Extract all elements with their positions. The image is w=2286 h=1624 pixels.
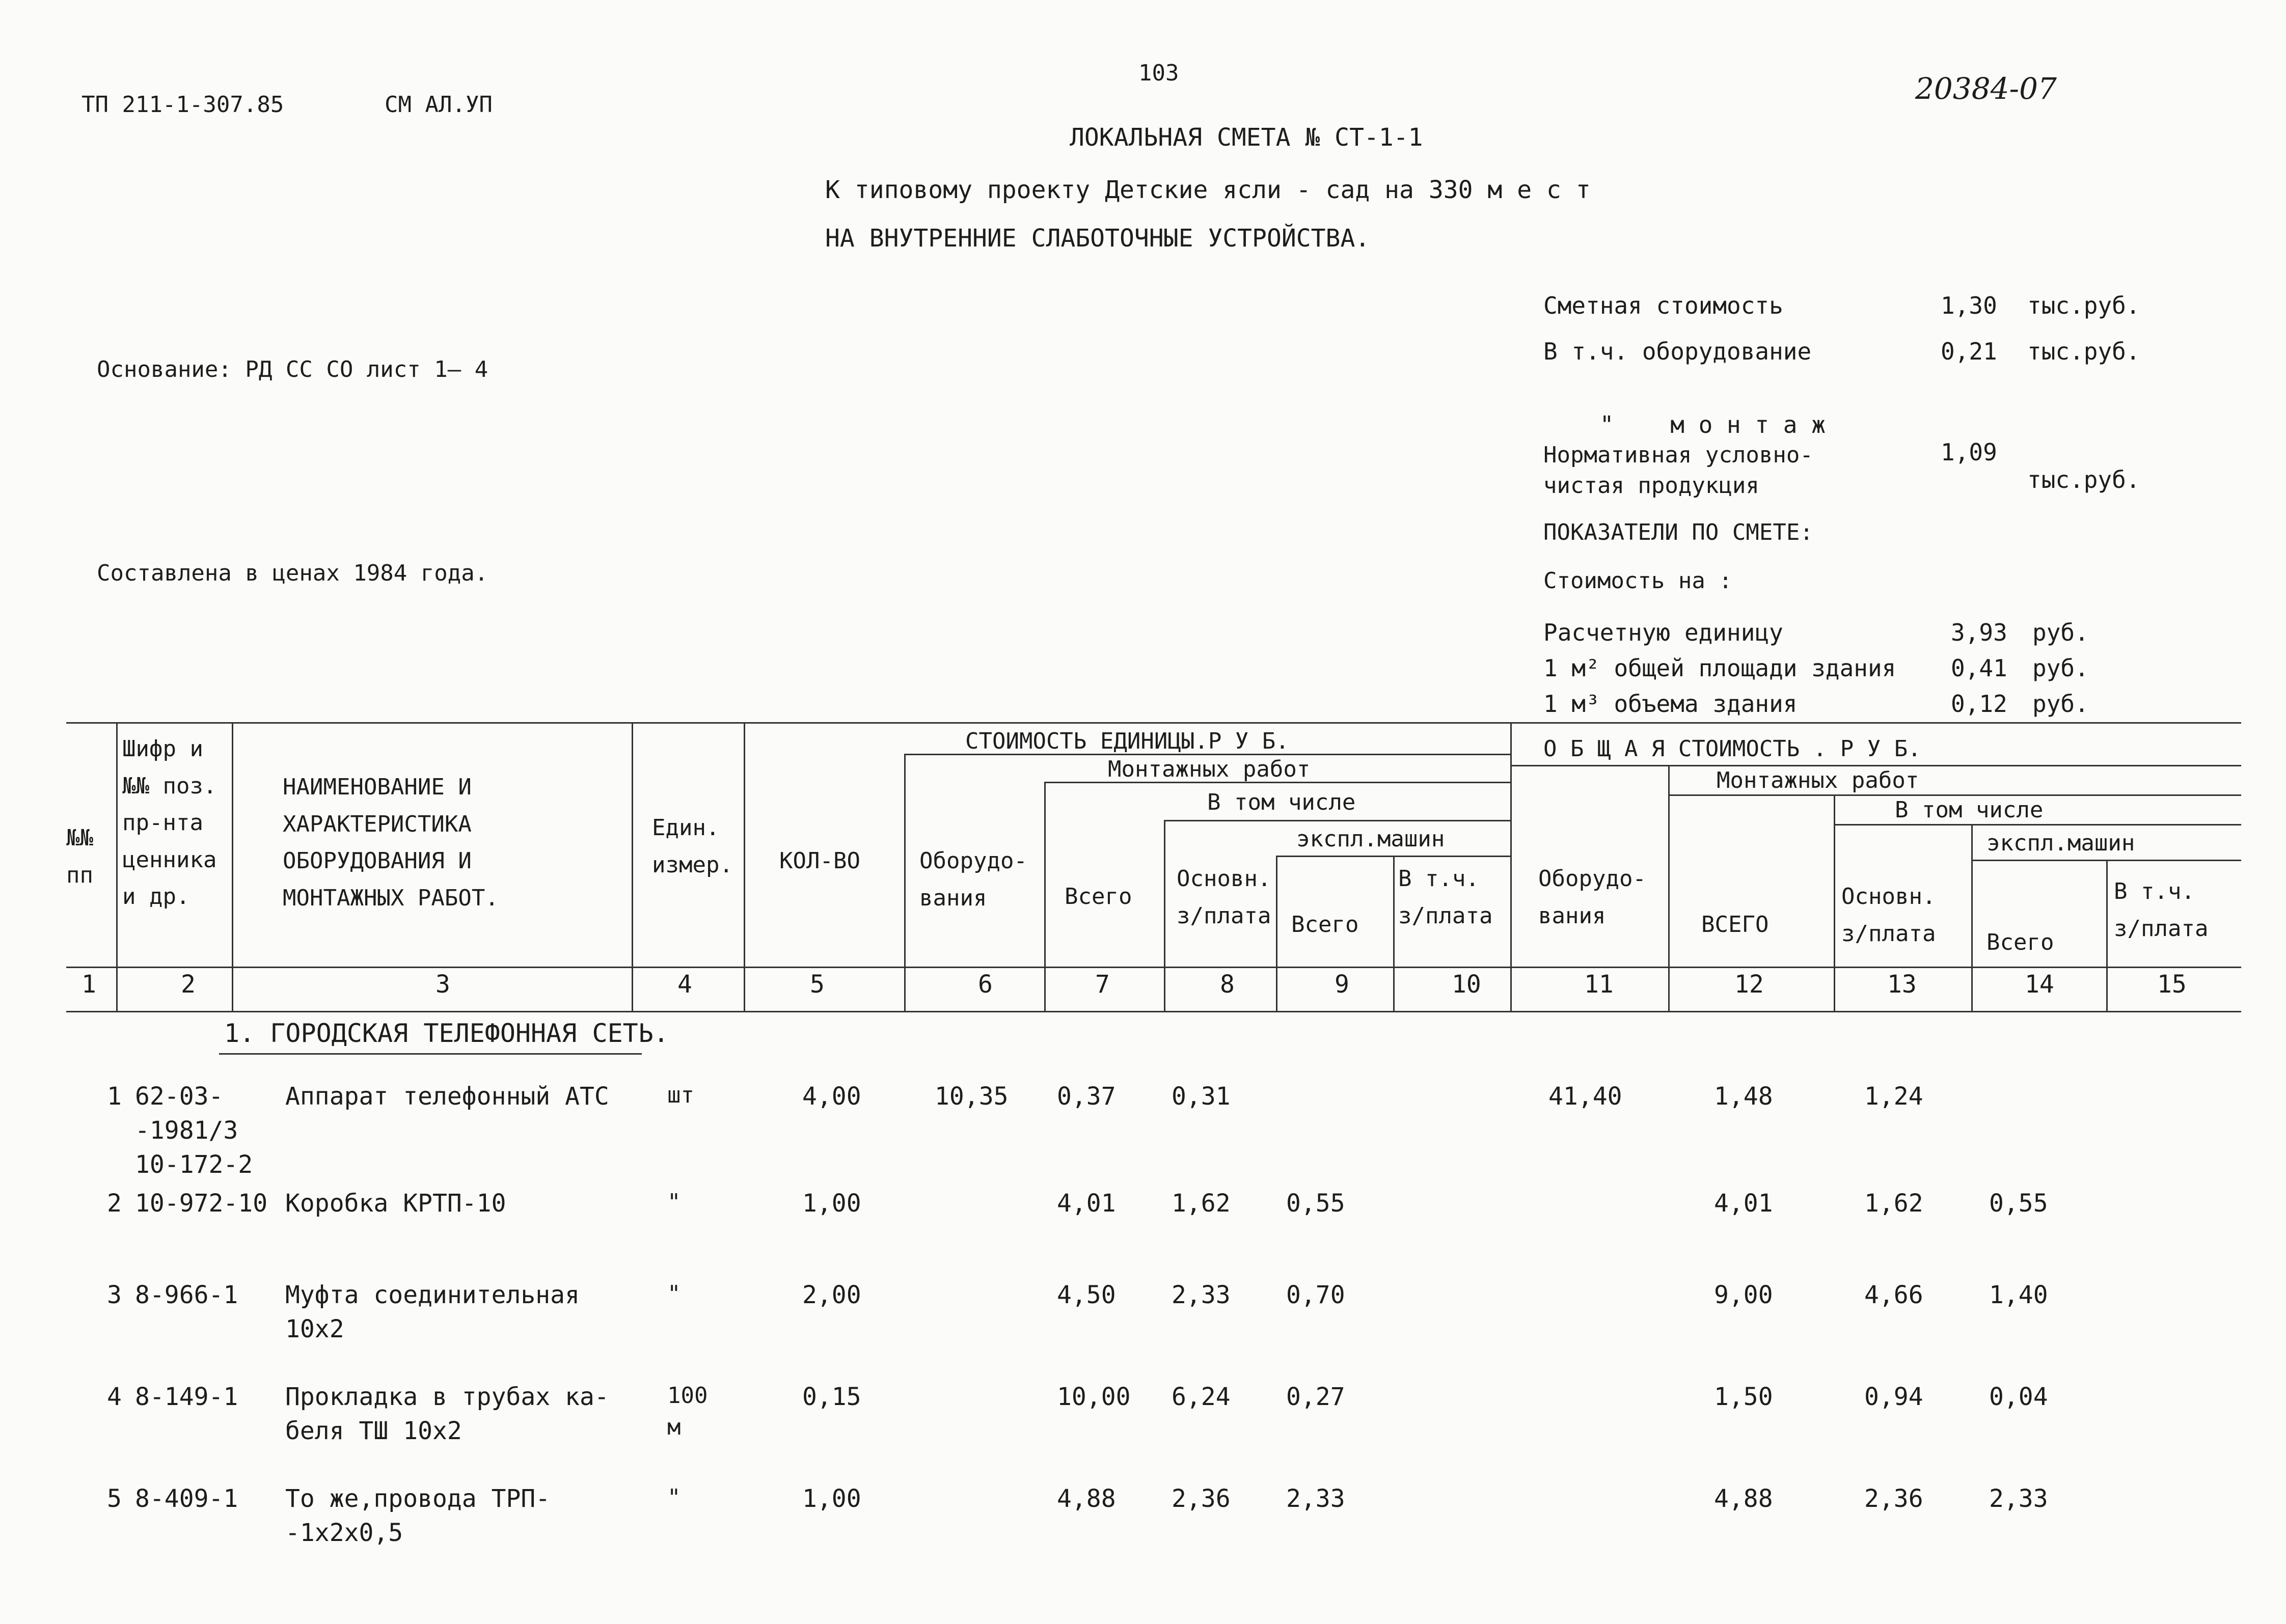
header-col4-line: измер. — [652, 851, 733, 878]
summary-row — [1543, 292, 2155, 319]
cell-number: 4 — [107, 1383, 122, 1411]
column-number: 10 — [1452, 970, 1481, 999]
cell-name: Коробка КРТП-10 — [285, 1189, 506, 1218]
cell-total-machines: 1,40 — [1989, 1281, 2048, 1309]
cell-equipment-cost: 10,35 — [935, 1082, 1009, 1111]
header-col3-line: ХАРАКТЕРИСТИКА — [283, 811, 472, 837]
summary-label: Сметная стоимость — [1543, 292, 1783, 319]
cell-machines-total: 2,33 — [1286, 1484, 1345, 1513]
cell-name: Аппарат телефонный АТС — [285, 1082, 609, 1111]
header-col2-line: пр-нта — [122, 810, 203, 836]
cell-quantity: 2,00 — [802, 1281, 861, 1309]
unit-cost-value: 0,41 — [1951, 654, 2007, 682]
header-col8-line: Основн. — [1177, 866, 1271, 892]
col-divider — [232, 722, 233, 1011]
header-col3-line: ОБОРУДОВАНИЯ И — [283, 848, 472, 874]
cell-name: Прокладка в трубах ка- беля ТШ 10х2 — [285, 1383, 609, 1446]
col-divider — [1044, 782, 1046, 1011]
cell-unit: " — [667, 1281, 681, 1307]
column-number: 9 — [1335, 970, 1349, 999]
basis-text: Основание: РД СС СО лист 1— 4 — [97, 356, 488, 382]
header-col6-line: Оборудо- — [919, 848, 1027, 874]
summary-unit: тыс.руб. — [2027, 292, 2140, 319]
cell-code: 8-409-1 — [135, 1484, 238, 1513]
header-col2-line: Шифр и — [122, 736, 203, 762]
col-divider — [116, 722, 118, 1011]
column-number: 4 — [677, 970, 692, 999]
document-code: ТП 211-1-307.85 — [81, 92, 284, 118]
page-number: 103 — [1138, 60, 1179, 86]
cell-unit: " — [667, 1189, 681, 1215]
unit-cost-unit: руб. — [2032, 690, 2089, 718]
header-expl: экспл.машин — [1296, 826, 1445, 852]
cell-mont-total: 4,01 — [1057, 1189, 1116, 1218]
cell-name: Муфта соединительная 10х2 — [285, 1281, 580, 1344]
column-number: 7 — [1095, 970, 1110, 999]
cell-unit: шт — [667, 1082, 694, 1108]
cell-quantity: 0,15 — [802, 1383, 861, 1411]
column-number: 2 — [181, 970, 196, 999]
cell-total-base-pay: 4,66 — [1864, 1281, 1923, 1309]
column-number: 12 — [1734, 970, 1764, 999]
indicators-heading: ПОКАЗАТЕЛИ ПО СМЕТЕ: — [1543, 519, 1813, 545]
cell-quantity: 1,00 — [802, 1189, 861, 1218]
column-number: 5 — [810, 970, 825, 999]
header-mont-work-2: Монтажных работ — [1717, 767, 1919, 793]
column-number: 15 — [2157, 970, 2187, 999]
cell-total-mont: 4,88 — [1714, 1484, 1773, 1513]
cell-quantity: 1,00 — [802, 1484, 861, 1513]
header-incl: В том числе — [1207, 789, 1356, 815]
header-total-cost: О Б Щ А Я СТОИМОСТЬ . Р У Б. — [1543, 736, 1921, 762]
document-title: ЛОКАЛЬНАЯ СМЕТА № СТ-1-1 — [1070, 123, 1423, 152]
header-expl-2: экспл.машин — [1986, 830, 2135, 856]
col-divider — [1276, 856, 1277, 1011]
cell-total-base-pay: 1,62 — [1864, 1189, 1923, 1218]
col-divider — [2106, 860, 2108, 1011]
cell-machines-total: 0,27 — [1286, 1383, 1345, 1411]
col-divider — [1971, 824, 1973, 1011]
cell-unit: 100 м — [667, 1383, 708, 1440]
col-divider — [744, 722, 745, 1011]
unit-cost-row — [1543, 654, 2155, 682]
cell-total-base-pay: 0,94 — [1864, 1383, 1923, 1411]
column-number: 14 — [2025, 970, 2054, 999]
document-subtitle-1: К типовому проекту Детские ясли - сад на 330 м е с т — [825, 176, 1591, 204]
header-col1-line: пп — [66, 862, 93, 888]
header-col1 — [66, 820, 93, 894]
header-col10-line: з/плата — [1398, 902, 1493, 929]
normative-label-1: Нормативная условно- — [1543, 442, 1813, 468]
document-subtitle-2: НА ВНУТРЕННИЕ СЛАБОТОЧНЫЕ УСТРОЙСТВА. — [825, 224, 1370, 253]
cell-total-mont: 4,01 — [1714, 1189, 1773, 1218]
cell-total-base-pay: 2,36 — [1864, 1484, 1923, 1513]
cell-total-mont: 9,00 — [1714, 1281, 1773, 1309]
cell-code: 8-966-1 — [135, 1281, 238, 1309]
header-col2-line: ценника — [122, 846, 217, 873]
header-col3-line: МОНТАЖНЫХ РАБОТ. — [283, 885, 499, 911]
header-col9: Всего — [1291, 912, 1359, 938]
column-number: 8 — [1220, 970, 1235, 999]
cell-unit: " — [667, 1484, 681, 1510]
header-col15-line: з/плата — [2114, 915, 2209, 942]
normative-label-2: чистая продукция — [1543, 473, 1759, 499]
column-number: 1 — [81, 970, 96, 999]
header-col13 — [1841, 878, 1936, 952]
cell-number: 3 — [107, 1281, 122, 1309]
cell-base-pay: 6,24 — [1172, 1383, 1231, 1411]
header-col15-line: В т.ч. — [2114, 878, 2195, 904]
header-col2 — [122, 731, 216, 916]
column-number: 6 — [978, 970, 993, 999]
cell-quantity: 4,00 — [802, 1082, 861, 1111]
unit-cost-value: 0,12 — [1951, 690, 2007, 718]
unit-cost-row — [1543, 619, 2155, 646]
col-divider — [1393, 856, 1395, 1011]
header-col3 — [283, 769, 499, 917]
cell-number: 5 — [107, 1484, 122, 1513]
section-title-underline — [219, 1053, 642, 1055]
cell-mont-total: 4,88 — [1057, 1484, 1116, 1513]
section-title: 1. ГОРОДСКАЯ ТЕЛЕФОННАЯ СЕТЬ. — [224, 1019, 669, 1048]
unit-cost-unit: руб. — [2032, 654, 2089, 682]
col-divider — [1510, 722, 1512, 1011]
col-divider — [632, 722, 633, 1011]
summary-unit: тыс.руб. — [2027, 338, 2140, 365]
cell-code: 62-03- -1981/3 10-172-2 — [135, 1082, 253, 1179]
summary-unit: тыс.руб. — [2027, 466, 2140, 493]
handwritten-code: 20384-07 — [1915, 71, 2057, 106]
album-code: СМ АЛ.УП — [385, 92, 493, 118]
column-numbers-bottom-border — [66, 1011, 2241, 1012]
cell-machines-total: 0,55 — [1286, 1189, 1345, 1218]
cell-base-pay: 2,36 — [1172, 1484, 1231, 1513]
cell-total-equipment: 41,40 — [1548, 1082, 1622, 1111]
header-col12: ВСЕГО — [1701, 912, 1769, 938]
header-col13-line: Основн. — [1841, 884, 1936, 910]
cell-base-pay: 1,62 — [1172, 1189, 1231, 1218]
cell-total-machines: 0,55 — [1989, 1189, 2048, 1218]
header-col5: КОЛ-ВО — [779, 848, 860, 874]
header-col8-line: з/плата — [1177, 902, 1271, 929]
column-number: 13 — [1887, 970, 1917, 999]
col-divider — [904, 754, 906, 1011]
cell-machines-total: 0,70 — [1286, 1281, 1345, 1309]
header-col14: Всего — [1986, 929, 2054, 955]
cost-on-label: Стоимость на : — [1543, 568, 1732, 594]
header-incl-2: В том числе — [1895, 797, 2044, 823]
cell-code: 10-972-10 — [135, 1189, 268, 1218]
cell-total-mont: 1,48 — [1714, 1082, 1773, 1111]
cell-mont-total: 0,37 — [1057, 1082, 1116, 1111]
header-col6 — [919, 843, 1027, 917]
header-unit-cost: СТОИМОСТЬ ЕДИНИЦЫ.Р У Б. — [965, 728, 1289, 754]
header-col13-line: з/плата — [1841, 920, 1936, 947]
column-number: 3 — [436, 970, 450, 999]
summary-row — [1543, 338, 2155, 365]
summary-value: 1,09 — [1941, 438, 1997, 466]
unit-cost-unit: руб. — [2032, 619, 2089, 646]
cell-name: То же,провода ТРП- -1х2х0,5 — [285, 1484, 551, 1548]
summary-value: 0,21 — [1941, 338, 1997, 365]
header-col2-line: и др. — [122, 884, 190, 910]
cell-number: 2 — [107, 1189, 122, 1218]
cell-total-base-pay: 1,24 — [1864, 1082, 1923, 1111]
cell-mont-total: 10,00 — [1057, 1383, 1131, 1411]
col-divider — [1164, 820, 1165, 1011]
unit-cost-label: 1 м³ объема здания — [1543, 690, 1798, 718]
header-col2-line: №№ поз. — [122, 773, 217, 799]
column-numbers-top-border — [66, 967, 2241, 968]
header-col11 — [1538, 861, 1646, 934]
header-col15 — [2114, 873, 2208, 947]
header-col8 — [1177, 861, 1271, 934]
cell-mont-total: 4,50 — [1057, 1281, 1116, 1309]
header-col3-line: НАИМЕНОВАНИЕ И — [283, 774, 472, 800]
summary-value: 1,30 — [1941, 292, 1997, 319]
header-col4 — [652, 810, 733, 884]
unit-cost-label: 1 м² общей площади здания — [1543, 654, 1896, 682]
cell-base-pay: 2,33 — [1172, 1281, 1231, 1309]
header-mont-work: Монтажных работ — [1108, 756, 1311, 782]
cell-number: 1 — [107, 1082, 122, 1111]
unit-cost-value: 3,93 — [1951, 619, 2007, 646]
cell-code: 8-149-1 — [135, 1383, 238, 1411]
summary-label: " м о н т а ж — [1599, 411, 1826, 438]
column-number: 11 — [1584, 970, 1614, 999]
header-col10-line: В т.ч. — [1398, 866, 1479, 892]
cell-total-machines: 0,04 — [1989, 1383, 2048, 1411]
summary-label: В т.ч. оборудование — [1543, 338, 1812, 365]
header-col6-line: вания — [919, 885, 987, 911]
header-col4-line: Един. — [652, 815, 720, 841]
unit-cost-label: Расчетную единицу — [1543, 619, 1783, 646]
unit-cost-row — [1543, 690, 2155, 718]
col-divider — [1834, 794, 1835, 1011]
header-col7: Всего — [1065, 884, 1132, 910]
cell-total-mont: 1,50 — [1714, 1383, 1773, 1411]
header-col11-line: Оборудо- — [1538, 866, 1646, 892]
cell-total-machines: 2,33 — [1989, 1484, 2048, 1513]
header-col1-line: №№ — [66, 825, 93, 851]
col-divider — [1668, 765, 1670, 1011]
cell-base-pay: 0,31 — [1172, 1082, 1231, 1111]
prices-year-text: Составлена в ценах 1984 года. — [97, 560, 488, 586]
header-col11-line: вания — [1538, 902, 1606, 929]
header-col10 — [1398, 861, 1492, 934]
